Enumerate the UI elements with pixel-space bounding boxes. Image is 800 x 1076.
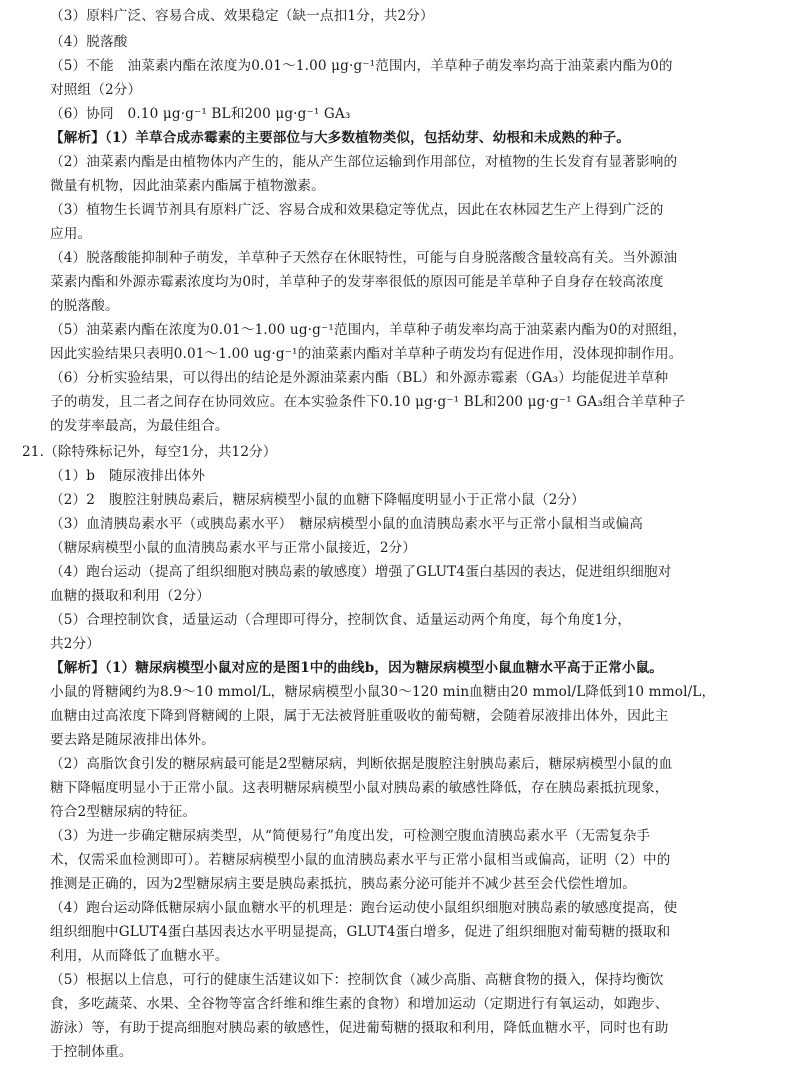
q21-analysis-3: （3）为进一步确定糖尿病类型，从“简便易行”角度出发，可检测空腹血清胰岛素水平（无需复杂手 xyxy=(50,828,651,844)
answer-4: （4）脱落酸 xyxy=(50,34,128,50)
answer-3: （3）原料广泛、容易合成、效果稳定（缺一点扣1分，共2分） xyxy=(50,8,434,24)
q21-analysis-5-b: 食，多吃蔬菜、水果、全谷物等富含纤维和维生素的食物）和增加运动（定期进行有氧运动，如跑步、 xyxy=(50,996,669,1012)
q21-answer-4-cont: 血糖的摄取和利用（2分） xyxy=(50,588,210,604)
analysis-4-cont: 菜素内酯和外源赤霉素浓度均为0时，羊草种子的发芽率很低的原因可能是羊草种子自身存在较高浓度 xyxy=(50,274,664,290)
analysis-5: （5）油菜素内酯在浓度为0.01～1.00 ug·g⁻¹范围内，羊草种子萌发率均高于油菜素内酯为0的对照组， xyxy=(50,322,687,338)
q21-analysis-2: （2）高脂饮食引发的糖尿病最可能是2型糖尿病，判断依据是腹腔注射胰岛素后，糖尿病模型小鼠的血 xyxy=(50,756,673,772)
analysis-4-end: 的脱落酸。 xyxy=(50,298,119,314)
q21-answer-3: （3）血清胰岛素水平（或胰岛素水平） 糖尿病模型小鼠的血清胰岛素水平与正常小鼠相当或偏高 xyxy=(50,516,643,532)
q21-analysis-2-b: 糖下降幅度明显小于正常小鼠。这表明糖尿病模型小鼠对胰岛素的敏感性降低，存在胰岛素抵抗现象， xyxy=(50,780,669,796)
analysis-4: （4）脱落酸能抑制种子萌发，羊草种子天然存在休眠特性，可能与自身脱落酸含量较高有关。当外源油 xyxy=(50,250,678,266)
analysis-6-cont: 子的萌发，且二者之间存在协同效应。在本实验条件下0.10 μg·g⁻¹ BL和200 μg·g⁻¹ GA₃组合羊草种子 xyxy=(50,394,686,410)
answer-5: （5）不能 油菜素内酯在浓度为0.01～1.00 μg·g⁻¹范围内，羊草种子萌发率均高于油菜素内酯为0的 xyxy=(50,58,673,74)
q21-analysis-3-b: 术，仅需采血检测即可）。若糖尿病模型小鼠的血清胰岛素水平与正常小鼠相当或偏高，证明（2）中的 xyxy=(50,852,671,868)
answer-6: （6）协同 0.10 μg·g⁻¹ BL和200 μg·g⁻¹ GA₃ xyxy=(50,106,351,122)
q21-analysis-1-b: 小鼠的肾糖阈约为8.9～10 mmol/L，糖尿病模型小鼠30～120 min血糖由20 mmol/L降低到10 mmol/L， xyxy=(50,684,716,700)
analysis-3-cont: 应用。 xyxy=(50,226,92,242)
q21-analysis-4-c: 利用，从而降低了血糖水平。 xyxy=(50,948,229,964)
q21-answer-3-cont: （糖尿病模型小鼠的血清胰岛素水平与正常小鼠接近，2分） xyxy=(50,540,417,556)
q21-analysis-5-d: 于控制体重。 xyxy=(50,1044,133,1060)
analysis-2: （2）油菜素内酯是由植物体内产生的，能从产生部位运输到作用部位，对植物的生长发育有显著影响的 xyxy=(50,154,678,170)
q21-answer-5-cont: 共2分） xyxy=(50,636,101,652)
analysis-3: （3）植物生长调节剂具有原料广泛、容易合成和效果稳定等优点，因此在农林园艺生产上得到广泛的 xyxy=(50,202,664,218)
q21-analysis-1-c: 血糖由过高浓度下降到肾糖阈的上限，属于无法被肾脏重吸收的葡萄糖，会随着尿液排出体外，因此主 xyxy=(50,708,669,724)
analysis-6: （6）分析实验结果，可以得出的结论是外源油菜素内酯（BL）和外源赤霉素（GA₃）均能促进羊草种 xyxy=(50,370,669,386)
q21-analysis-2-c: 符合2型糖尿病的特征。 xyxy=(50,804,197,820)
q21-answer-5: （5）合理控制饮食，适量运动（合理即可得分，控制饮食、适量运动两个角度，每个角度1分， xyxy=(50,612,632,628)
answer-5-cont: 对照组（2分） xyxy=(50,82,142,98)
q21-analysis-1: 【解析】（1）糖尿病模型小鼠对应的是图1中的曲线b，因为糖尿病模型小鼠血糖水平高于正常小鼠。 xyxy=(50,660,664,676)
q21-analysis-1-d: 要去路是随尿液排出体外。 xyxy=(50,732,215,748)
q21-analysis-4-b: 组织细胞中GLUT4蛋白基因表达水平明显提高，GLUT4蛋白增多，促进了组织细胞对葡萄糖的摄取和 xyxy=(50,924,671,940)
analysis-5-cont: 因此实验结果只表明0.01～1.00 ug·g⁻¹的油菜素内酯对羊草种子萌发均有促进作用，没体现抑制作用。 xyxy=(50,346,683,362)
analysis-6-end: 的发芽率最高，为最佳组合。 xyxy=(50,418,229,434)
q21-analysis-3-c: 推测是正确的，因为2型糖尿病主要是胰岛素抵抗，胰岛素分泌可能并不减少甚至会代偿性增加。 xyxy=(50,876,637,892)
q21-answer-2: （2）2 腹腔注射胰岛素后，糖尿病模型小鼠的血糖下降幅度明显小于正常小鼠（2分） xyxy=(50,492,585,508)
analysis-2-cont: 微量有机物，因此油菜素内酯属于植物激素。 xyxy=(50,178,325,194)
question-21-header: 21.（除特殊标记外，每空1分，共12分） xyxy=(22,444,277,460)
q21-analysis-5-c: 游泳）等，有助于提高细胞对胰岛素的敏感性，促进葡萄糖的摄取和利用，降低血糖水平，同时也有助 xyxy=(50,1020,669,1036)
q21-answer-4: （4）跑台运动（提高了组织细胞对胰岛素的敏感度）增强了GLUT4蛋白基因的表达，促进组织细胞对 xyxy=(50,564,672,580)
q21-analysis-5: （5）根据以上信息，可行的健康生活建议如下：控制饮食（减少高脂、高糖食物的摄入，保持均衡饮 xyxy=(50,972,664,988)
q21-answer-1: （1）b 随尿液排出体外 xyxy=(50,468,206,484)
analysis-1: 【解析】（1）羊草合成赤霉素的主要部位与大多数植物类似，包括幼芽、幼根和未成熟的种子。 xyxy=(50,130,631,146)
q21-analysis-4: （4）跑台运动降低糖尿病小鼠血糖水平的机理是：跑台运动使小鼠组织细胞对胰岛素的敏感度提高，使 xyxy=(50,900,678,916)
